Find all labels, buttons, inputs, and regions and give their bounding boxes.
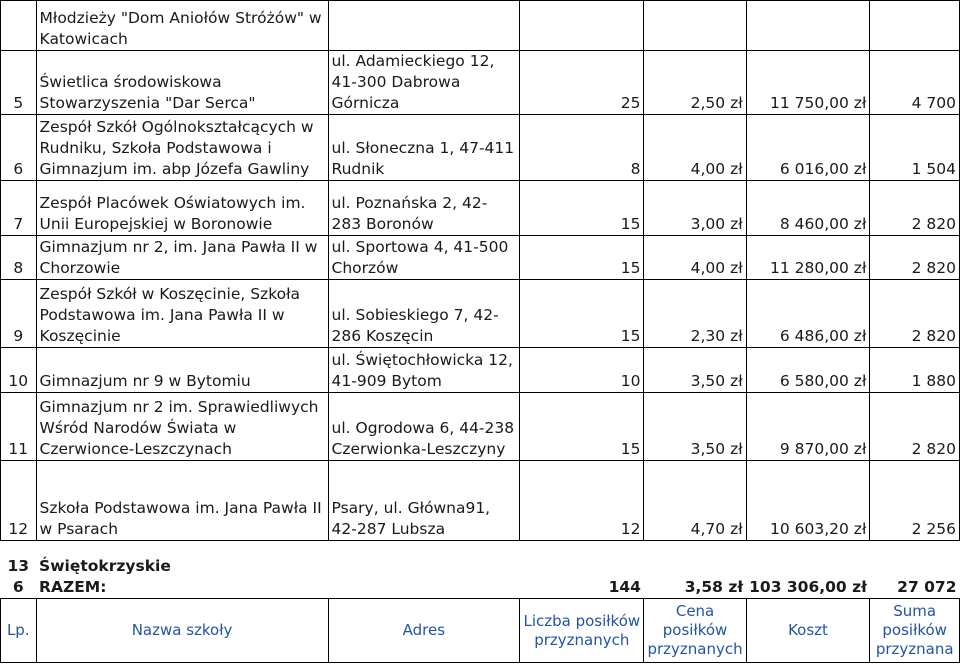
region-lp: 13 <box>7 556 30 575</box>
cell-lp: 6 <box>1 115 37 181</box>
header-cost: Koszt <box>746 599 870 663</box>
cell-name: Świetlica środowiskowa Stowarzyszenia "Dar Serca" <box>36 51 328 115</box>
region-name: Świętokrzyskie <box>39 556 171 575</box>
header-name: Nazwa szkoły <box>36 599 328 663</box>
cell-n: 25 <box>520 51 644 115</box>
cell-price: 3,50 zł <box>644 393 746 461</box>
total-row <box>1 577 960 599</box>
cell-price: 4,00 zł <box>644 236 746 280</box>
table-row <box>1 51 960 115</box>
cell-price: 3,00 zł <box>644 181 746 236</box>
cell-n <box>520 1 644 51</box>
cell-cost: 11 280,00 zł <box>746 236 870 280</box>
region-row <box>1 555 960 577</box>
cell-lp <box>1 1 37 51</box>
total-cost: 103 306,00 zł <box>749 578 867 596</box>
cell-sum <box>870 1 960 51</box>
total-sum: 27 072 <box>897 578 957 596</box>
cell-sum: 2 820 <box>870 393 960 461</box>
table-body <box>1 1 960 663</box>
header-n: Liczba posiłków przyznanych <box>520 599 644 663</box>
cell-name: Szkoła Podstawowa im. Jana Pawła II w Psarach <box>36 461 328 541</box>
cell-lp: 8 <box>1 236 37 280</box>
cell-name: Gimnazjum nr 2 im. Sprawiedliwych Wśród Narodów Świata w Czerwionce-Leszczynach <box>36 393 328 461</box>
cell-price <box>644 1 746 51</box>
cell-addr: Psary, ul. Główna91, 42-287 Lubsza <box>328 461 520 541</box>
cell-cost: 10 603,20 zł <box>746 461 870 541</box>
cell-addr: ul. Poznańska 2, 42-283 Boronów <box>328 181 520 236</box>
cell-price: 4,00 zł <box>644 115 746 181</box>
cell-price: 3,50 zł <box>644 348 746 393</box>
table-row <box>1 461 960 541</box>
cell-sum: 1 880 <box>870 348 960 393</box>
cell-cost: 8 460,00 zł <box>746 181 870 236</box>
total-count: 144 <box>608 578 641 596</box>
cell-addr: ul. Ogrodowa 6, 44-238 Czerwionka-Leszczyny <box>328 393 520 461</box>
cell-sum: 2 256 <box>870 461 960 541</box>
cell-addr: ul. Słoneczna 1, 47-411 Rudnik <box>328 115 520 181</box>
cell-sum: 4 700 <box>870 51 960 115</box>
cell-addr <box>328 1 520 51</box>
cell-name: Gimnazjum nr 9 w Bytomiu <box>36 348 328 393</box>
cell-addr: ul. Sportowa 4, 41-500 Chorzów <box>328 236 520 280</box>
header-row <box>1 599 960 663</box>
cell-sum: 2 820 <box>870 280 960 348</box>
cell-name: Zespół Szkół w Koszęcinie, Szkoła Podstawowa im. Jana Pawła II w Koszęcinie <box>36 280 328 348</box>
cell-n: 8 <box>520 115 644 181</box>
table-row <box>1 393 960 461</box>
cell-addr: ul. Sobieskiego 7, 42-286 Koszęcin <box>328 280 520 348</box>
cell-lp: 11 <box>1 393 37 461</box>
table-row <box>1 280 960 348</box>
total-label: RAZEM: <box>39 578 107 596</box>
table-row <box>1 236 960 280</box>
cell-n: 15 <box>520 181 644 236</box>
cell-price: 2,30 zł <box>644 280 746 348</box>
cell-price: 2,50 zł <box>644 51 746 115</box>
cell-sum: 2 820 <box>870 181 960 236</box>
cell-n: 12 <box>520 461 644 541</box>
total-lp: 6 <box>12 578 24 596</box>
cell-cost: 11 750,00 zł <box>746 51 870 115</box>
cell-cost: 6 580,00 zł <box>746 348 870 393</box>
cell-lp: 7 <box>1 181 37 236</box>
cell-cost: 6 016,00 zł <box>746 115 870 181</box>
table-row <box>1 348 960 393</box>
cell-lp: 10 <box>1 348 37 393</box>
cell-name: Zespół Szkół Ogólnokształcących w Rudniku, Szkoła Podstawowa i Gimnazjum im. abp Józefa Gawliny <box>36 115 328 181</box>
cell-sum: 2 820 <box>870 236 960 280</box>
cell-name: Młodzieży "Dom Aniołów Stróżów" w Katowicach <box>36 1 328 51</box>
table-row <box>1 115 960 181</box>
cell-lp: 9 <box>1 280 37 348</box>
cell-n: 10 <box>520 348 644 393</box>
cell-n: 15 <box>520 236 644 280</box>
cell-lp: 12 <box>1 461 37 541</box>
header-addr: Adres <box>328 599 520 663</box>
header-price: Cena posiłków przyznanych <box>644 599 746 663</box>
cell-name: Zespół Placówek Oświatowych im. Unii Europejskiej w Boronowie <box>36 181 328 236</box>
cell-lp: 5 <box>1 51 37 115</box>
cell-name: Gimnazjum nr 2, im. Jana Pawła II w Chorzowie <box>36 236 328 280</box>
cell-n: 15 <box>520 280 644 348</box>
cell-addr: ul. Świętochłowicka 12, 41-909 Bytom <box>328 348 520 393</box>
header-lp: Lp. <box>1 599 37 663</box>
total-price: 3,58 zł <box>684 578 744 596</box>
table-row <box>1 1 960 51</box>
cell-price: 4,70 zł <box>644 461 746 541</box>
cell-addr: ul. Adamieckiego 12, 41-300 Dabrowa Górnicza <box>328 51 520 115</box>
cell-sum: 1 504 <box>870 115 960 181</box>
header-sum: Suma posiłków przyznana <box>870 599 960 663</box>
cell-cost: 9 870,00 zł <box>746 393 870 461</box>
table-row <box>1 181 960 236</box>
cell-cost <box>746 1 870 51</box>
cell-cost: 6 486,00 zł <box>746 280 870 348</box>
cell-n: 15 <box>520 393 644 461</box>
